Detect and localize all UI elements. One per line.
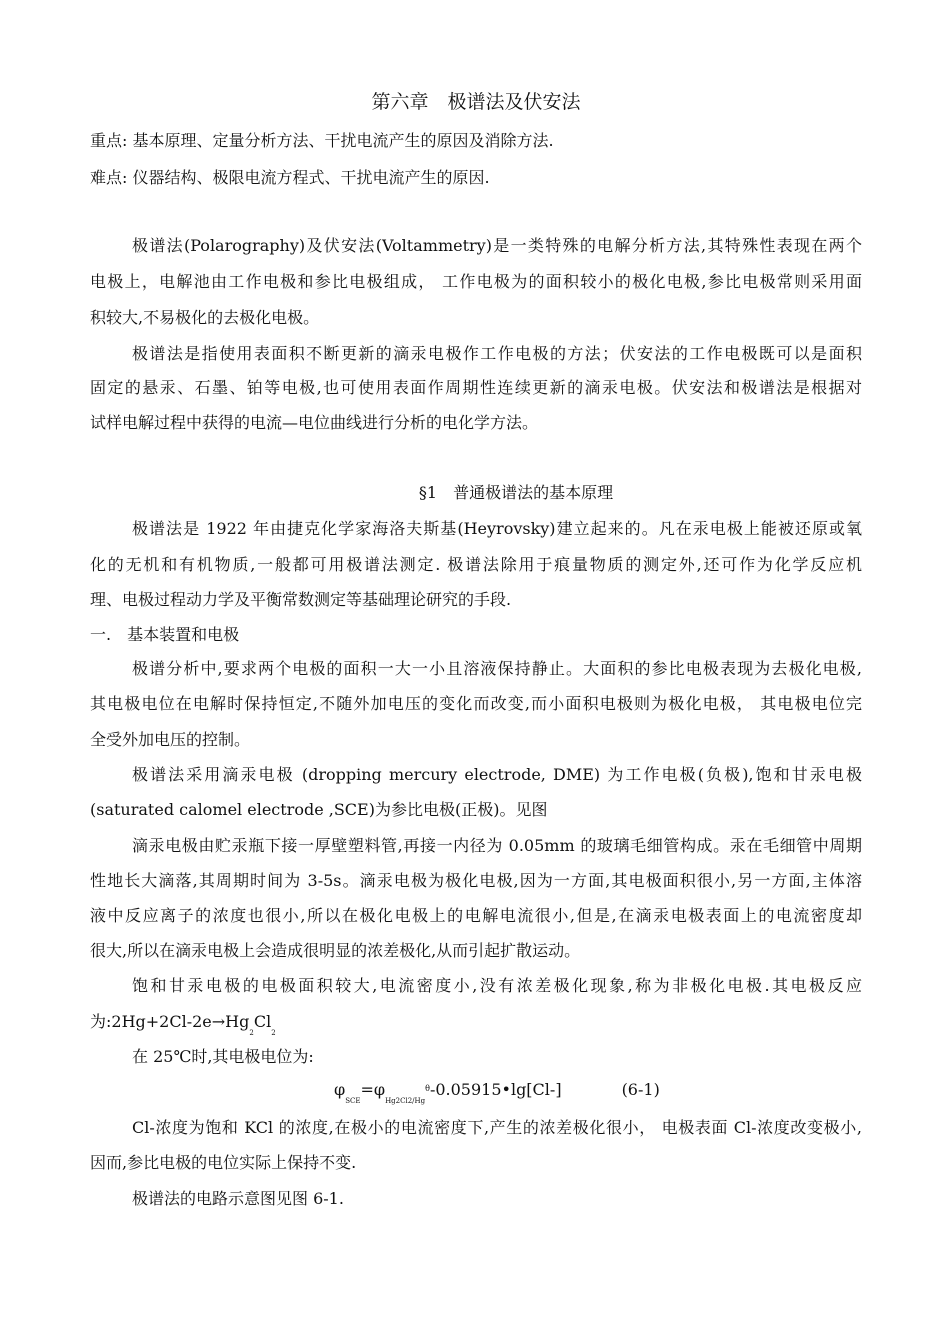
reaction-line — [90, 1012, 276, 1035]
body-line: 性地长大滴落,其周期时间为 3-5s。滴汞电极为极化电极,因为一方面,其电极面积很小,另一方面,主体溶 — [90, 871, 862, 890]
body-line: 极谱法采用滴汞电极 (dropping mercury electrode, DME) 为工作电极(负极),饱和甘汞电极 — [132, 765, 862, 784]
body-line: 其电极电位在电解时保持恒定,不随外加电压的变化而改变,而小面积电极则为极化电极， 其电极电位完 — [90, 694, 862, 713]
intro-line: 电极上，电解池由工作电极和参比电极组成， 工作电极为的面积较小的极化电极,参比电极常则采用面 — [90, 272, 862, 291]
section-intro-line: 极谱法是 1922 年由捷克化学家海洛夫斯基(Heyrovsky)建立起来的。凡在汞电极上能被还原或氧 — [132, 519, 862, 538]
phi-symbol: φ — [334, 1080, 346, 1099]
intro-line: 极谱法(Polarography)及伏安法(Voltammetry)是一类特殊的电解分析方法,其特殊性表现在两个 — [132, 236, 862, 255]
electrode-potential-equation — [334, 1080, 660, 1103]
after-equation-line: 因而,参比电极的电位实际上保持不变. — [90, 1153, 357, 1172]
body-line: (saturated calomel electrode ,SCE)为参比电极(正极)。见图 — [90, 800, 548, 819]
key-points: 重点: 基本原理、定量分析方法、干扰电流产生的原因及消除方法. — [90, 131, 554, 150]
body-line: 极谱分析中,要求两个电极的面积一大一小且溶液保持静止。大面积的参比电极表现为去极化电极, — [132, 659, 862, 678]
body-line: 很大,所以在滴汞电极上会造成很明显的浓差极化,从而引起扩散运动。 — [90, 941, 581, 960]
reaction-sub: 2 — [249, 1029, 254, 1037]
eq-equals-phi: =φ — [360, 1080, 386, 1099]
intro-line: 积较大,不易极化的去极化电极。 — [90, 308, 320, 327]
chapter-title: 第六章 极谱法及伏安法 — [371, 91, 581, 113]
after-equation-line: Cl-浓度为饱和 KCl 的浓度,在极小的电流密度下,产生的浓差极化很小， 电极表面 Cl-浓度改变极小, — [132, 1118, 862, 1137]
intro-line: 试样电解过程中获得的电流—电位曲线进行分析的电化学方法。 — [90, 413, 539, 432]
intro-line: 极谱法是指使用表面积不断更新的滴汞电极作工作电极的方法；伏安法的工作电极既可以是面积 — [132, 344, 862, 363]
subsection-title: 一. 基本装置和电极 — [90, 625, 240, 644]
intro-line: 固定的悬汞、石墨、铂等电极,也可使用表面作周期性连续更新的滴汞电极。伏安法和极谱法是根据对 — [90, 378, 862, 397]
eq-rest: -0.05915•lg[Cl-] — [429, 1080, 562, 1099]
body-line: 全受外加电压的控制。 — [90, 730, 251, 749]
body-line: 饱和甘汞电极的电极面积较大,电流密度小,没有浓差极化现象,称为非极化电极.其电极反应 — [132, 976, 862, 995]
body-line: 滴汞电极由贮汞瓶下接一厚壁塑料管,再接一内径为 0.05mm 的玻璃毛细管构成。汞在毛细管中周期 — [132, 836, 862, 855]
eq-subscript: Hg2Cl2/Hg — [385, 1097, 426, 1105]
temperature-line: 在 25℃时,其电极电位为: — [132, 1047, 314, 1066]
eq-subscript: SCE — [345, 1097, 361, 1105]
section-intro-line: 化的无机和有机物质,一般都可用极谱法测定. 极谱法除用于痕量物质的测定外,还可作为化学反应机 — [90, 555, 862, 574]
after-equation-line: 极谱法的电路示意图见图 6-1. — [132, 1189, 344, 1208]
reaction-prefix: 为:2Hg+2Cl-2e→Hg — [90, 1012, 250, 1031]
body-line: 液中反应离子的浓度也很小,所以在极化电极上的电解电流很小,但是,在滴汞电极表面上的电流密度却 — [90, 906, 862, 925]
eq-superscript: θ — [425, 1084, 430, 1093]
reaction-cl: Cl — [253, 1012, 272, 1031]
equation-number: (6-1) — [621, 1080, 660, 1099]
difficulties: 难点: 仪器结构、极限电流方程式、干扰电流产生的原因. — [90, 168, 490, 187]
section-intro-line: 理、电极过程动力学及平衡常数测定等基础理论研究的手段. — [90, 590, 512, 609]
section-title: §1 普通极谱法的基本原理 — [418, 483, 614, 502]
reaction-sub: 2 — [271, 1029, 276, 1037]
